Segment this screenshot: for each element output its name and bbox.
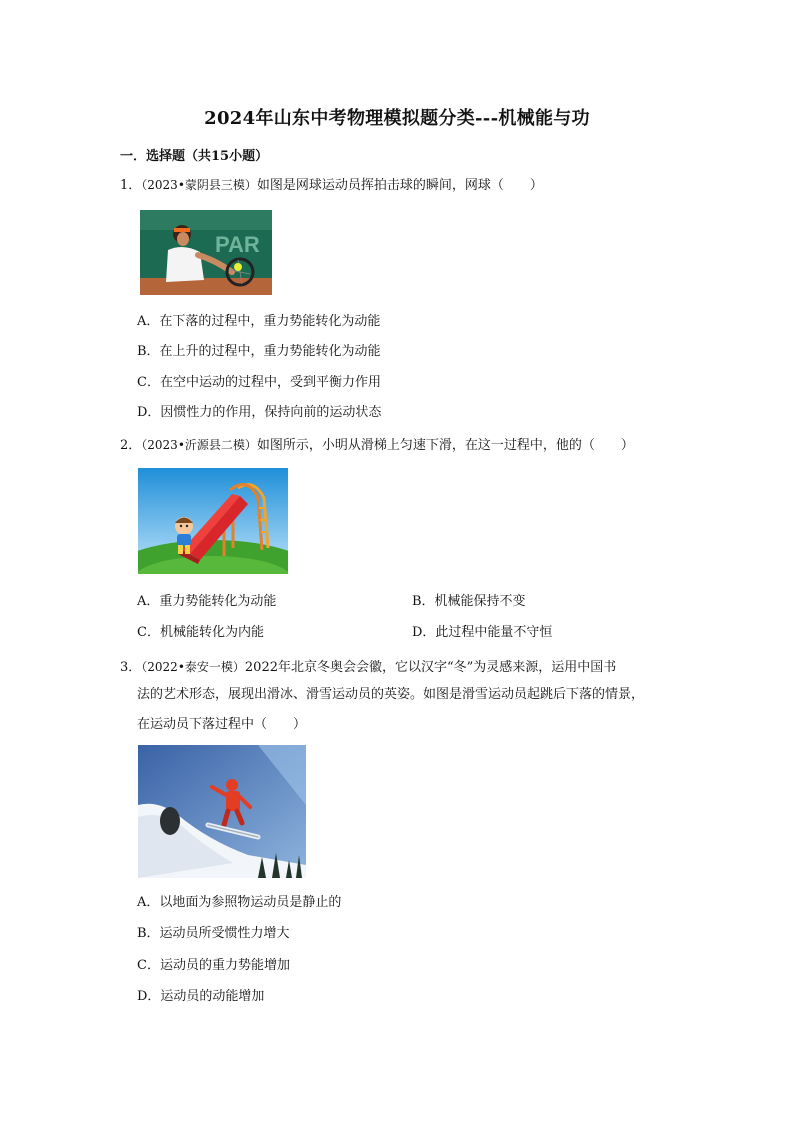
question-text-line1: 2022年北京冬奥会会徽，它以汉字“冬”为灵感来源，运用中国书 xyxy=(244,660,617,675)
tennis-player-photo xyxy=(140,210,272,295)
option-3b: B．运动员所受惯性力增大 xyxy=(137,926,290,941)
section-heading: 一．选择题（共15小题） xyxy=(120,149,269,164)
question-1 xyxy=(120,172,680,199)
question-number: 2． xyxy=(120,438,142,453)
option-1b: B．在上升的过程中，重力势能转化为动能 xyxy=(137,344,381,359)
snowboarder-photo xyxy=(138,745,306,878)
tennis-banner-text: PAR xyxy=(215,232,260,257)
slide-illustration xyxy=(138,468,288,574)
option-1c: C．在空中运动的过程中，受到平衡力作用 xyxy=(137,375,381,390)
option-3c: C．运动员的重力势能增加 xyxy=(137,958,290,973)
option-2c: C．机械能转化为内能 xyxy=(137,625,264,640)
page-title: 2024年山东中考物理模拟题分类---机械能与功 xyxy=(204,108,590,129)
option-2b: B．机械能保持不变 xyxy=(412,594,526,609)
question-number: 1． xyxy=(120,178,142,193)
option-1d: D．因惯性力的作用，保持向前的运动状态 xyxy=(137,405,382,420)
question-source: （2023•蒙阴县三模） xyxy=(141,178,257,192)
question-source: （2022•泰安一模） xyxy=(141,660,245,674)
question-source: （2023•沂源县二模） xyxy=(141,438,257,452)
question-number: 3． xyxy=(120,660,142,675)
question-3-line3: 在运动员下落过程中（ ） xyxy=(137,717,307,732)
question-text: 如图是网球运动员挥拍击球的瞬间，网球（ ） xyxy=(256,178,543,193)
option-1a: A．在下落的过程中，重力势能转化为动能 xyxy=(137,314,381,329)
question-3-line2: 法的艺术形态，展现出滑冰、滑雪运动员的英姿。如图是滑雪运动员起跳后下落的情景， xyxy=(137,687,645,702)
question-text: 如图所示，小明从滑梯上匀速下滑，在这一过程中，他的（ ） xyxy=(256,438,634,453)
option-3a: A．以地面为参照物运动员是静止的 xyxy=(137,895,342,910)
option-2d: D．此过程中能量不守恒 xyxy=(412,625,553,640)
question-2 xyxy=(120,432,680,459)
option-3d: D．运动员的动能增加 xyxy=(137,989,265,1004)
option-2a: A．重力势能转化为动能 xyxy=(137,594,277,609)
question-3 xyxy=(120,654,680,681)
